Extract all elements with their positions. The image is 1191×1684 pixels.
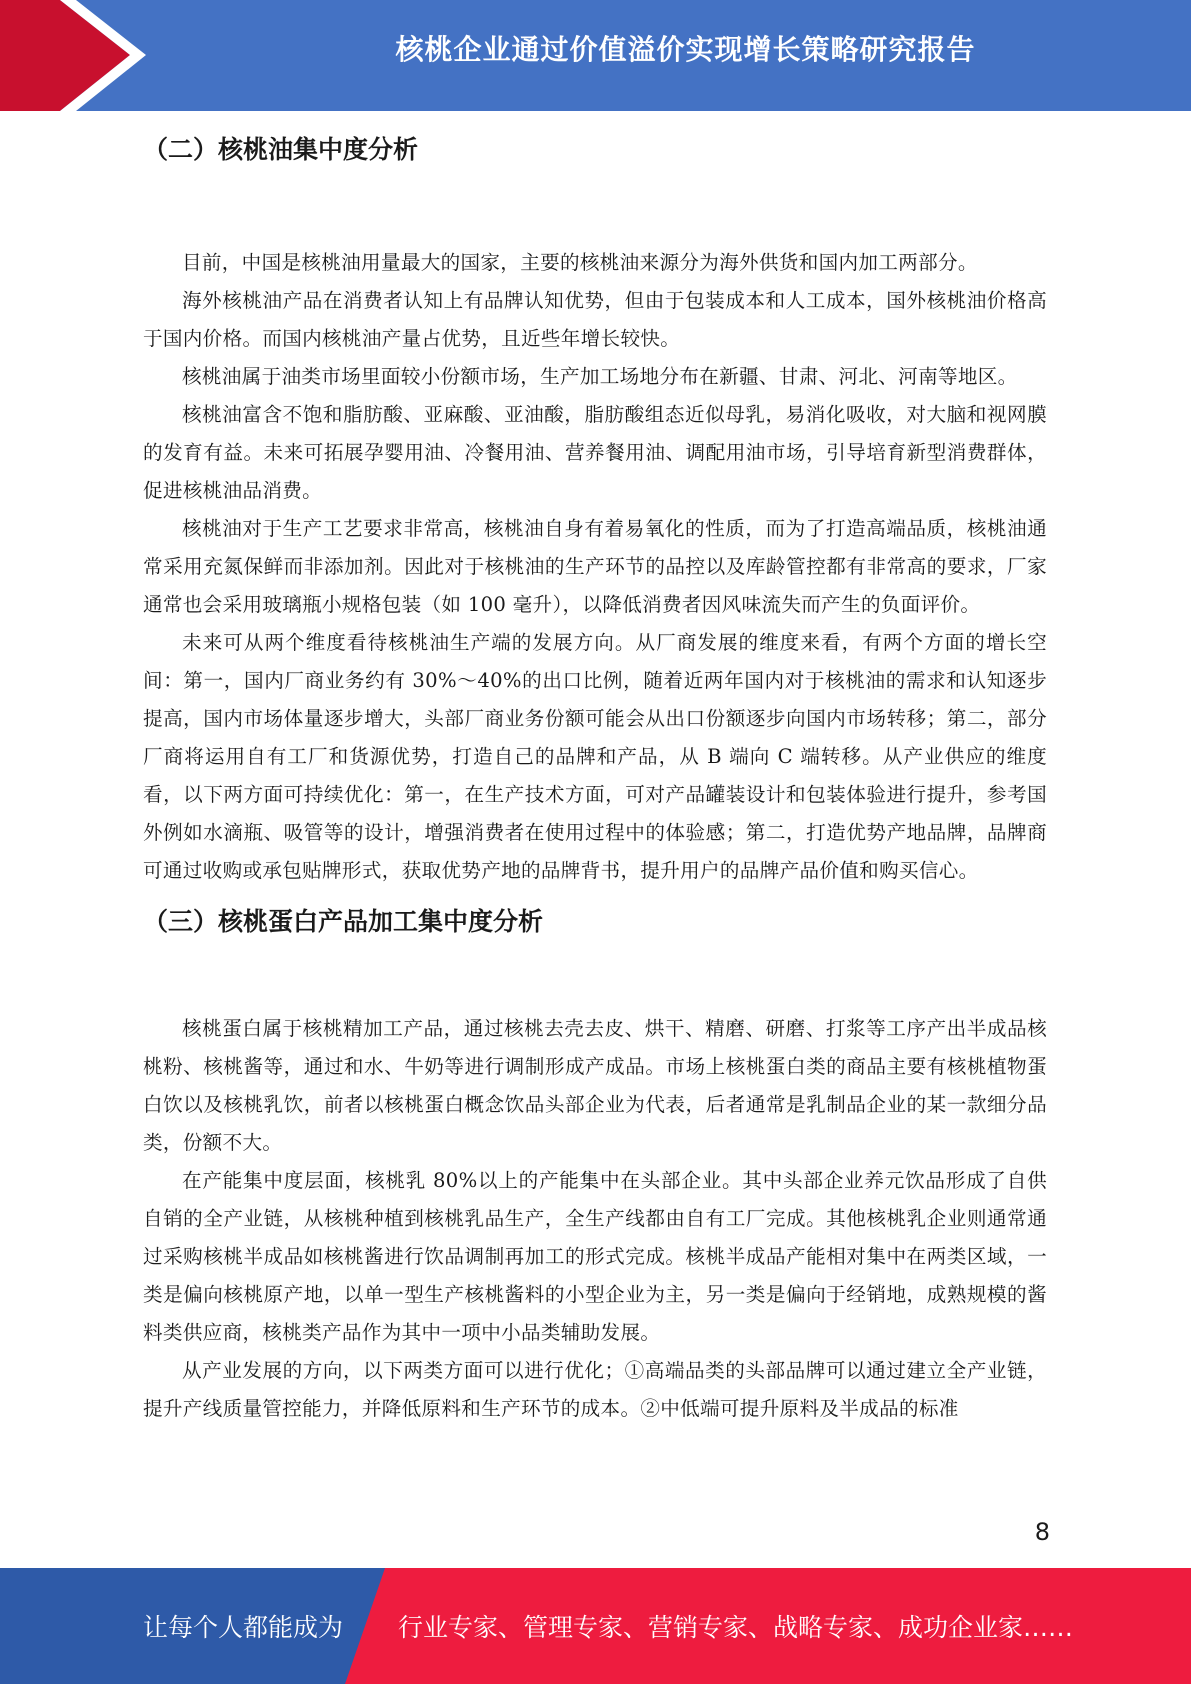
report-title: 核桃企业通过价值溢价实现增长策略研究报告 bbox=[395, 33, 976, 66]
paragraph: 海外核桃油产品在消费者认知上有品牌认知优势，但由于包装成本和人工成本，国外核桃油价格高于国内价格。而国内核桃油产量占优势，且近些年增长较快。 bbox=[143, 289, 1047, 350]
paragraph: 从产业发展的方向，以下两类方面可以进行优化；①高端品类的头部品牌可以通过建立全产业链，提升产线质量管控能力，并降低原料和生产环节的成本。②中低端可提升原料及半成品的标准 bbox=[143, 1359, 1047, 1420]
page-header bbox=[0, 0, 1191, 111]
paragraph: 核桃油属于油类市场里面较小份额市场，生产加工场地分布在新疆、甘肃、河北、河南等地区。 bbox=[182, 365, 1018, 388]
page-footer bbox=[0, 1568, 1191, 1684]
paragraph: 核桃蛋白属于核桃精加工产品，通过核桃去壳去皮、烘干、精磨、研磨、打浆等工序产出半成品核桃粉、核桃酱等，通过和水、牛奶等进行调制形成产成品。市场上核桃蛋白类的商品主要有核桃植物蛋白饮以及核桃乳饮，前者以核桃蛋白概念饮品头部企业为代表，后者通常是乳制品企业的某一款细分品类，份额不大。 bbox=[143, 1017, 1047, 1154]
section-heading-protein: （三）核桃蛋白产品加工集中度分析 bbox=[143, 907, 544, 936]
section-heading-oil: （二）核桃油集中度分析 bbox=[143, 135, 419, 164]
footer-slogan-right: 行业专家、管理专家、营销专家、战略专家、成功企业家…… bbox=[398, 1613, 1074, 1642]
paragraph: 核桃油对于生产工艺要求非常高，核桃油自身有着易氧化的性质，而为了打造高端品质，核桃油通常采用充氮保鲜而非添加剂。因此对于核桃油的生产环节的品控以及库龄管控都有非常高的要求，厂家通常也会采用玻璃瓶小规格包装（如 100 毫升），以降低消费者因风味流失而产生的负面评价。 bbox=[143, 517, 1047, 616]
paragraph: 在产能集中度层面，核桃乳 80%以上的产能集中在头部企业。其中头部企业养元饮品形成了自供自销的全产业链，从核桃种植到核桃乳品生产，全生产线都由自有工厂完成。其他核桃乳企业则通常通过采购核桃半成品如核桃酱进行饮品调制再加工的形式完成。核桃半成品产能相对集中在两类区域，一类是偏向核桃原产地，以单一型生产核桃酱料的小型企业为主，另一类是偏向于经销地，成熟规模的酱料类供应商，核桃类产品作为其中一项中小品类辅助发展。 bbox=[143, 1169, 1047, 1344]
paragraph: 未来可从两个维度看待核桃油生产端的发展方向。从厂商发展的维度来看，有两个方面的增长空间：第一，国内厂商业务约有 30%～40%的出口比例，随着近两年国内对于核桃油的需求和认知逐步提高，国内市场体量逐步增大，头部厂商业务份额可能会从出口份额逐步向国内市场转移；第二，部分厂商将运用自有工厂和货源优势，打造自己的品牌和产品，从 B 端向 C 端转移。从产业供应的维度看，以下两方面可持续优化：第一，在生产技术方面，可对产品罐装设计和包装体验进行提升，参考国外例如水滴瓶、吸管等的设计，增强消费者在使用过程中的体验感；第二，打造优势产地品牌，品牌商可通过收购或承包贴牌形式，获取优势产地的品牌背书，提升用户的品牌产品价值和购买信心。 bbox=[143, 631, 1047, 882]
paragraph: 目前，中国是核桃油用量最大的国家，主要的核桃油来源分为海外供货和国内加工两部分。 bbox=[182, 251, 978, 274]
page-content bbox=[143, 118, 1047, 1428]
paragraph: 核桃油富含不饱和脂肪酸、亚麻酸、亚油酸，脂肪酸组态近似母乳，易消化吸收，对大脑和视网膜的发育有益。未来可拓展孕婴用油、冷餐用油、营养餐用油、调配用油市场，引导培育新型消费群体，促进核桃油品消费。 bbox=[143, 403, 1047, 502]
footer-slogan-left: 让每个人都能成为 bbox=[143, 1613, 344, 1642]
page-number: 8 bbox=[1034, 1518, 1050, 1546]
